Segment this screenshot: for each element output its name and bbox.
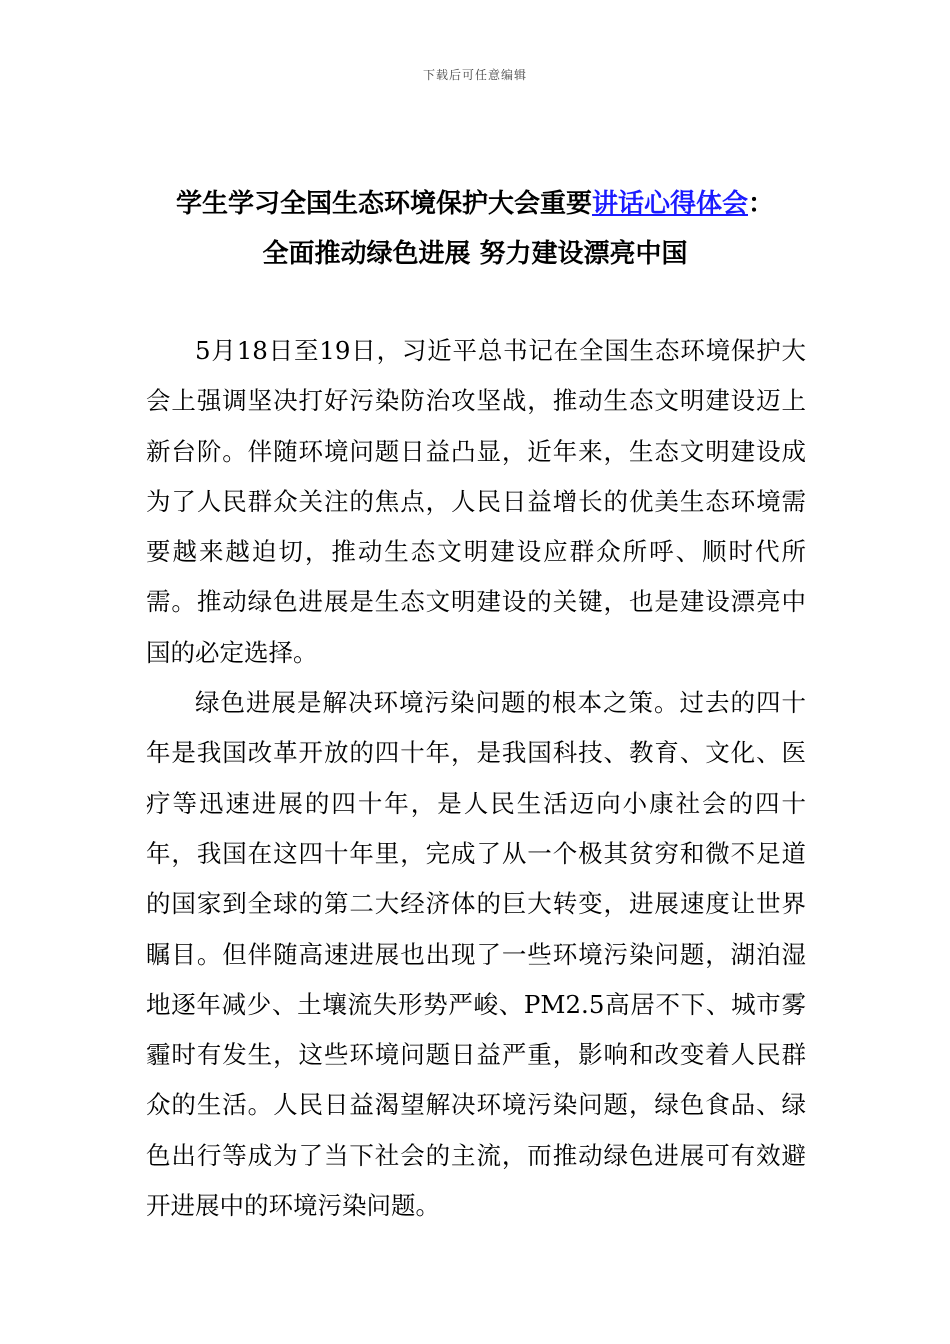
title-prefix: 学生学习全国生态环境保护大会重要 (175, 189, 592, 219)
document-title-line-2: 全面推动绿色进展 努力建设漂亮中国 (262, 239, 688, 269)
title-link[interactable]: 讲话心得体会 (591, 189, 748, 219)
header-note: 下载后可任意编辑 (422, 68, 527, 82)
document-body (146, 326, 806, 1231)
document-title-line-1 (0, 176, 950, 232)
paragraph-1: 5月18日至19日，习近平总书记在全国生态环境保护大会上强调坚决打好污染防治攻坚战，推动生态文明建设迈上新台阶。伴随环境问题日益凸显，近年来，生态文明建设成为了人民群众关注的焦点，人民日益增长的优美生态环境需要越来越迫切，推动生态文明建设应群众所呼、顺时代所需。推动绿色进展是生态文明建设的关键，也是建设漂亮中国的必定选择。 (146, 336, 806, 667)
paragraph-2: 绿色进展是解决环境污染问题的根本之策。过去的四十年是我国改革开放的四十年，是我国科技、教育、文化、医疗等迅速进展的四十年，是人民生活迈向小康社会的四十年，我国在这四十年里，完成了从一个极其贫穷和微不足道的国家到全球的第二大经济体的巨大转变，进展速度让世界瞩目。但伴随高速进展也出现了一些环境污染问题，湖泊湿地逐年减少、土壤流失形势严峻、PM2.5高居不下、城市雾霾时有发生，这些环境问题日益严重，影响和改变着人民群众的生活。人民日益渴望解决环境污染问题，绿色食品、绿色出行等成为了当下社会的主流，而推动绿色进展可有效避开进展中的环境污染问题。 (146, 688, 806, 1221)
title-suffix: ： (748, 189, 775, 219)
